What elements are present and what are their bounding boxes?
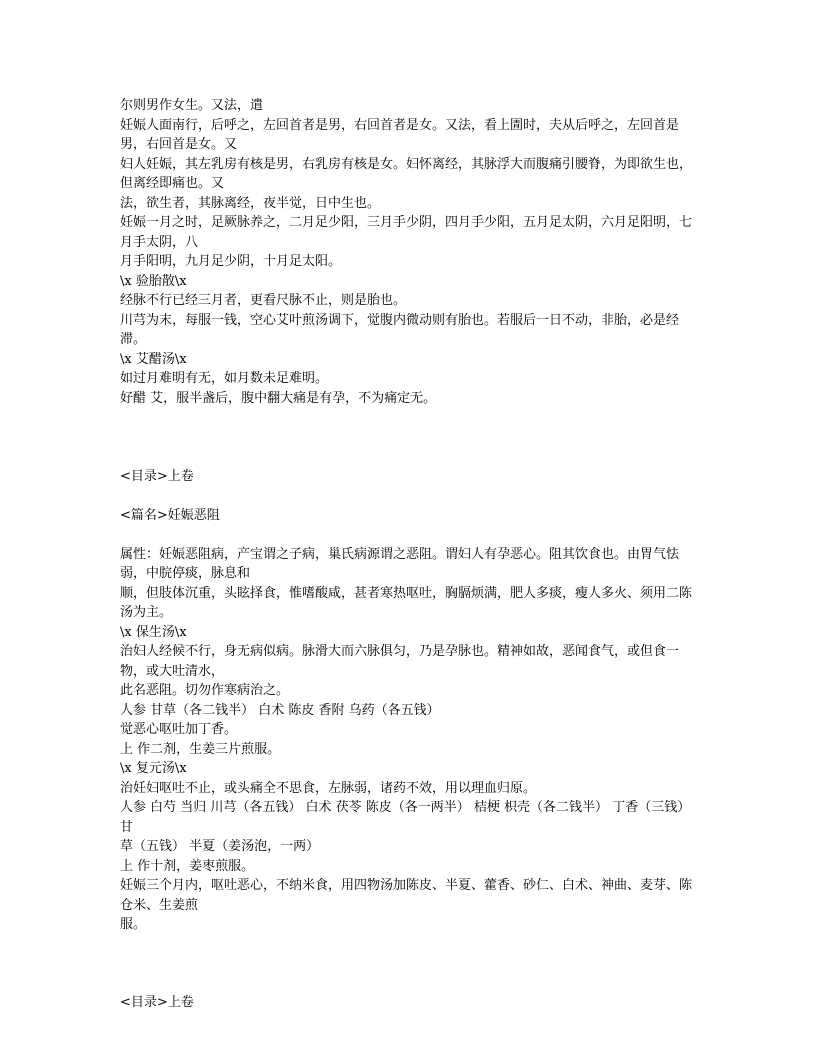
text-line: 属性：妊娠恶阻病，产宝谓之子病，巢氏病源谓之恶阻。谓妇人有孕恶心。阻其饮食也。由胃气怯弱，中脘停痰，脉息和 xyxy=(120,546,680,581)
text-line: 治妊妇呕吐不止，或头痛全不思食，左脉弱，诸药不效，用以理血归原。 xyxy=(120,780,537,796)
text-line: 此名恶阻。切勿作寒病治之。 xyxy=(120,683,290,698)
text-line: 上 作十剂，姜枣煎服。 xyxy=(120,858,255,874)
spacer xyxy=(120,974,700,994)
formula-title: \x 验胎散\x xyxy=(120,273,187,289)
text-line: 上 作二剂，生姜三片煎服。 xyxy=(120,741,281,757)
text-line: 顺，但肢体沉重，头眩择食，惟嗜酸咸，甚者寒热呕吐，胸膈烦满，肥人多痰，瘦人多火、须用二陈汤为主。 xyxy=(120,585,693,620)
text-line: 如过月难明有无，如月数未足难明。 xyxy=(120,371,329,386)
spacer xyxy=(120,525,700,545)
section-2 xyxy=(120,545,700,935)
text-line: 法，欲生者，其脉离经，夜半觉，日中生也。 xyxy=(120,195,381,211)
text-line: 妊娠人面南行，后呼之，左回首者是男，右回首者是女。又法，看上圊时，夫从后呼之，左回首是男，右回首是女。又 xyxy=(120,117,680,152)
text-line: 尔则男作女生。又法，遣 xyxy=(120,98,264,113)
text-line: 经脉不行已经三月者，更看尺脉不止，则是胎也。 xyxy=(120,293,407,308)
text-line: 草（五钱） 半夏（姜汤泡，一两） xyxy=(120,839,320,854)
section-1 xyxy=(120,96,700,408)
text-line: 觉恶心呕吐加丁香。 xyxy=(120,722,238,737)
text-line: 月手阳明，九月足少阴，十月足太阳。 xyxy=(120,254,342,269)
text-line: 治妇人经候不行，身无病似病。脉滑大而六脉俱匀，乃是孕脉也。精神如故，恶闻食气，或但食一物，或大吐清水， xyxy=(120,644,680,679)
toc-label: <目录>上卷 xyxy=(120,995,194,1010)
text-line: 妊娠三个月内，呕吐恶心，不纳米食，用四物汤加陈皮、半夏、藿香、砂仁、白术、神曲、麦芽、陈仓米、生姜煎 xyxy=(120,878,693,913)
document-page xyxy=(120,96,700,1013)
text-line: 川芎为末，每服一钱，空心艾叶煎汤调下，觉腹内微动则有胎也。若服后一日不动，非胎，必是经滞。 xyxy=(120,312,680,347)
text-line: 妇人妊娠，其左乳房有核是男，右乳房有核是女。妇怀离经，其脉浮大而腹痛引腰脊，为即欲生也，但离经即痛也。又 xyxy=(120,156,693,191)
text-line: 好醋 艾，服半盏后，腹中翻大痛是有孕，不为痛定无。 xyxy=(120,390,437,406)
formula-title: \x 保生汤\x xyxy=(120,624,187,640)
spacer xyxy=(120,935,700,974)
formula-title: \x 复元汤\x xyxy=(120,761,187,776)
text-line: 服。 xyxy=(120,917,147,932)
spacer xyxy=(120,408,700,447)
formula-title: \x 艾醋汤\x xyxy=(120,351,187,367)
spacer xyxy=(120,447,700,467)
spacer xyxy=(120,486,700,506)
text-line: 人参 甘草（各二钱半） 白术 陈皮 香附 乌药（各五钱） xyxy=(120,702,440,718)
toc-label: <目录>上卷 xyxy=(120,468,194,484)
chapter-title: <篇名>妊娠恶阻 xyxy=(120,507,220,523)
text-line: 人参 白芍 当归 川芎（各五钱） 白术 茯苓 陈皮（各一两半） 桔梗 枳壳（各二钱半） 丁香（三钱） 甘 xyxy=(120,800,691,835)
text-line: 妊娠一月之时，足厥脉养之，二月足少阳，三月手少阴，四月手少阳，五月足太阴，六月足阳明，七月手太阴，八 xyxy=(120,215,693,250)
